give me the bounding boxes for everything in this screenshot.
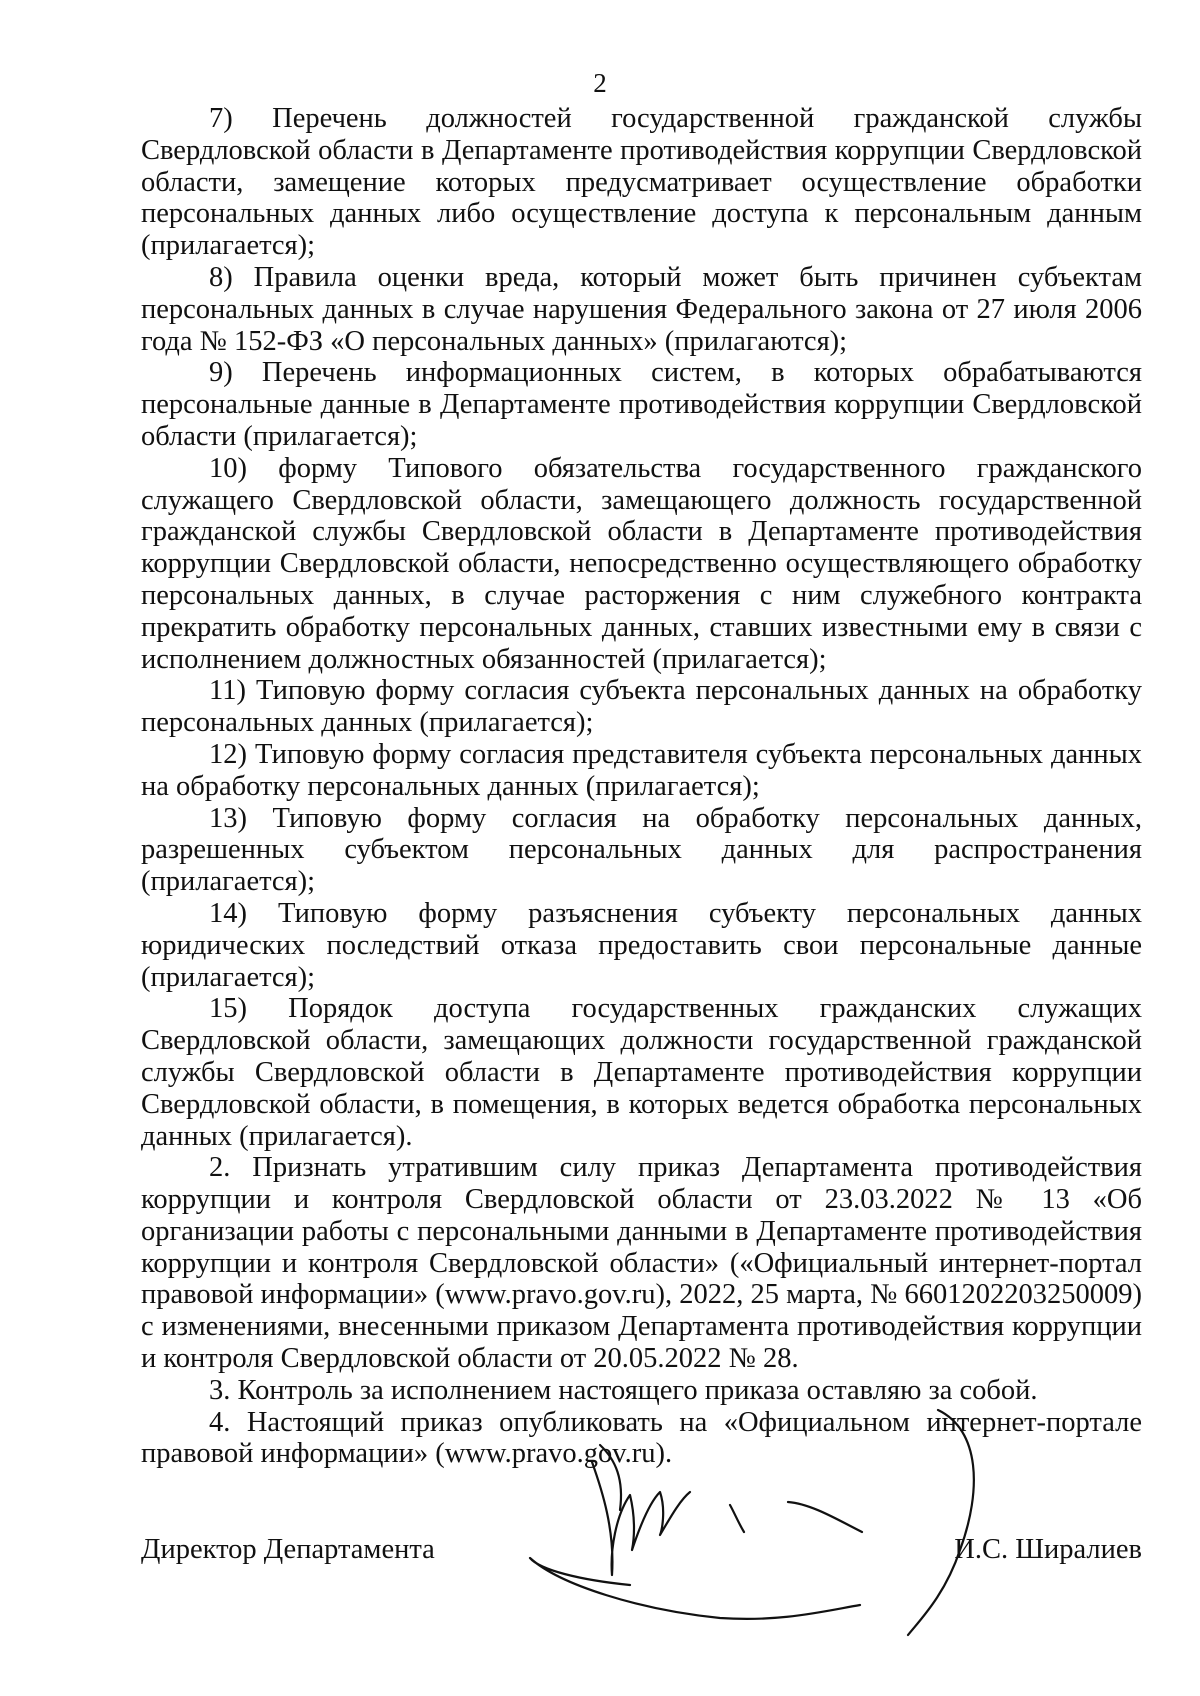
signer-name: И.С. Ширалиев (954, 1534, 1142, 1565)
signer-position: Директор Департамента (141, 1534, 435, 1565)
page-number: 2 (593, 68, 607, 98)
paragraph-item-12: 12) Типовую форму согласия представителя субъекта персональных данных на обработку персональных данных (прилагается); (141, 738, 1142, 802)
paragraph-item-10: 10) форму Типового обязательства государственного гражданского служащего Свердловской области, замещающего должность государственной гражданской службы Свердловской области в Департаменте противодействия коррупции Свердловской области, непосредственно осуществляющего обработку персональных данных, в случае расторжения с ним служебного контракта прекратить обработку персональных данных, ставших известными ему в связи с исполнением должностных обязанностей (прилагается); (141, 452, 1142, 675)
paragraph-item-8: 8) Правила оценки вреда, который может быть причинен субъектам персональных данных в случае нарушения Федерального закона от 27 июля 2006 года № 152-ФЗ «О персональных данных» (прилагаются); (141, 261, 1142, 357)
paragraph-item-9: 9) Перечень информационных систем, в которых обрабатываются персональные данные в Департаменте противодействия коррупции Свердловской области (прилагается); (141, 357, 1142, 452)
paragraph-point-3: 3. Контроль за исполнением настоящего приказа оставляю за собой. (209, 1374, 1038, 1406)
paragraph-item-14: 14) Типовую форму разъяснения субъекту персональных данных юридических последствий отказа предоставить свои персональные данные (прилагается); (141, 897, 1142, 993)
paragraph-item-15: 15) Порядок доступа государственных гражданских служащих Свердловской области, замещающих должности государственной гражданской службы Свердловской области в Департаменте противодействия коррупции Свердловской области, в помещения, в которых ведется обработка персональных данных (прилагается). (141, 993, 1142, 1152)
paragraph-point-2: 2. Признать утратившим силу приказ Департамента противодействия коррупции и контроля Свердловской области от 23.03.2022 № 13 «Об организации работы с персональными данными в Департаменте противодействия коррупции и контроля Свердловской области» («Официальный интернет-портал правовой информации» (www.pravo.gov.ru), 2022, 25 марта, № 6601202203250009) с изменениями, внесенными приказом Департамента противодействия коррупции и контроля Свердловской области от 20.05.2022 № 28. (141, 1152, 1142, 1375)
paragraph-item-7: 7) Перечень должностей государственной гражданской службы Свердловской области в Департаменте противодействия коррупции Свердловской области, замещение которых предусматривает осуществление обработки персональных данных либо осуществление доступа к персональным данным (прилагается); (141, 103, 1142, 262)
paragraph-point-4: 4. Настоящий приказ опубликовать на «Официальном интернет-портале правовой информации» (www.pravo.gov.ru). (141, 1406, 1142, 1470)
document-body (141, 103, 1142, 1470)
paragraph-item-13: 13) Типовую форму согласия на обработку персональных данных, разрешенных субъектом персональных данных для распространения (прилагается); (141, 802, 1142, 898)
paragraph-item-11: 11) Типовую форму согласия субъекта персональных данных на обработку персональных данных (прилагается); (141, 675, 1142, 739)
